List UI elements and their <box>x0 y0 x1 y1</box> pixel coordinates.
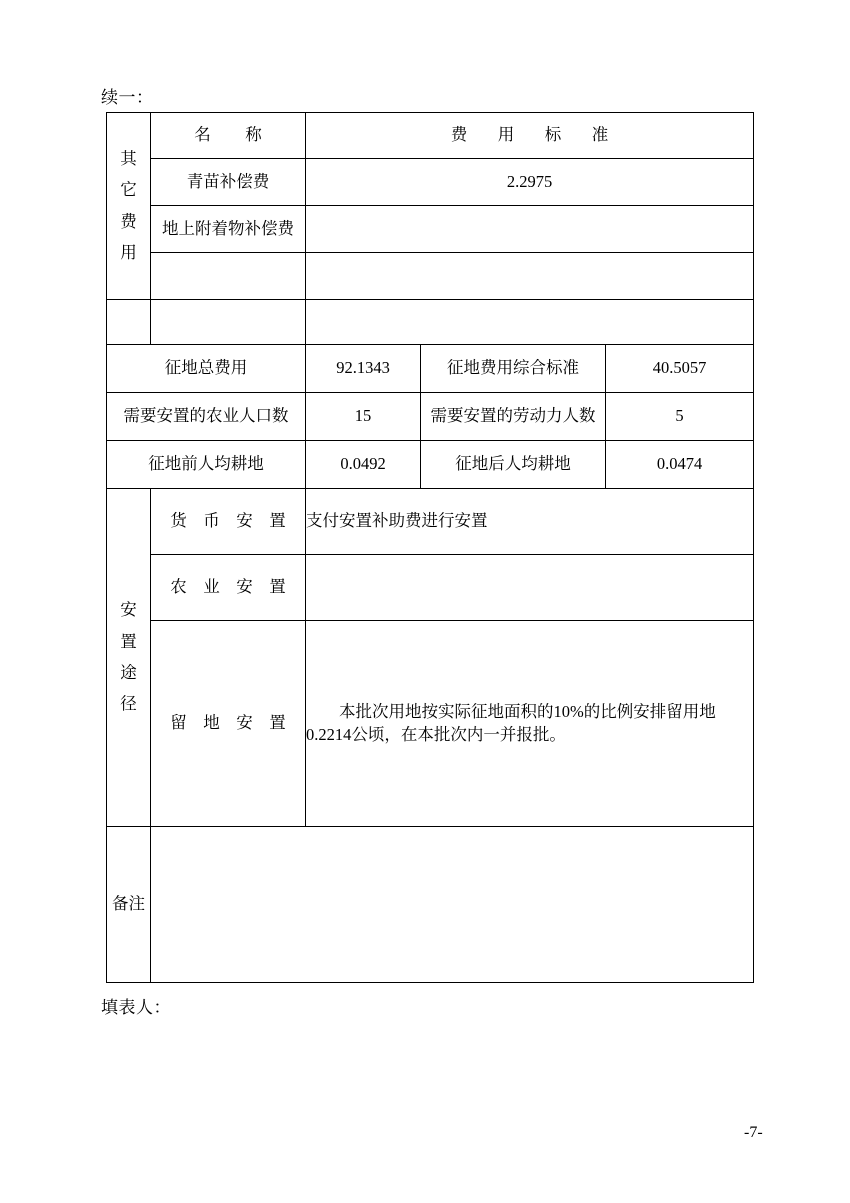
content-agricultural-resettlement[interactable] <box>306 555 754 621</box>
side-label-char: 途 <box>120 663 137 682</box>
label-total-land-cost: 征地总费用 <box>107 345 306 393</box>
continuation-label: 续一： <box>101 88 154 107</box>
side-label-char: 径 <box>120 694 137 714</box>
fee-name-cell: 地上附着物补偿费 <box>151 206 306 253</box>
value-comprehensive-standard[interactable]: 40.5057 <box>606 345 754 393</box>
value-agricultural-population[interactable]: 15 <box>306 393 421 441</box>
side-label-char: 置 <box>120 631 137 651</box>
side-label-char: 安 <box>120 600 137 620</box>
label-arable-before: 征地前人均耕地 <box>107 441 306 489</box>
table-row-land-reserved-resettlement <box>107 621 754 827</box>
value-arable-after[interactable]: 0.0474 <box>606 441 754 489</box>
content-remarks[interactable] <box>151 827 754 983</box>
side-label-char: 它 <box>120 180 137 200</box>
content-land-reserved-resettlement[interactable]: 本批次用地按实际征地面积的10%的比例安排留用地0.2214公顷，在本批次内一并报批。 <box>306 621 754 827</box>
table-row-monetary-resettlement <box>107 489 754 555</box>
column-header-name <box>151 113 306 159</box>
table-row <box>107 300 754 345</box>
table-row-population <box>107 393 754 441</box>
column-header-fee-standard-text: 费 用 标 准 <box>450 125 616 145</box>
land-acquisition-table <box>106 112 754 983</box>
table-row-agricultural-resettlement <box>107 555 754 621</box>
fee-standard-cell[interactable] <box>306 206 754 253</box>
value-total-land-cost[interactable]: 92.1343 <box>306 345 421 393</box>
column-header-name-text: 名 称 <box>194 125 271 145</box>
table-row-remarks <box>107 827 754 983</box>
label-agricultural-resettlement <box>151 555 306 621</box>
table-row <box>107 206 754 253</box>
table-row <box>107 253 754 300</box>
table-row-total-cost <box>107 345 754 393</box>
fee-name-cell-empty[interactable] <box>151 253 306 300</box>
label-land-reserved-resettlement-text: 留 地 安 置 <box>170 713 286 733</box>
label-agricultural-population: 需要安置的农业人口数 <box>107 393 306 441</box>
table-row-other-fees-header <box>107 113 754 159</box>
fee-name-cell: 青苗补偿费 <box>151 159 306 206</box>
label-monetary-resettlement <box>151 489 306 555</box>
label-remarks-text: 备注 <box>112 894 145 914</box>
fee-standard-cell-empty[interactable] <box>306 253 754 300</box>
label-labor-force: 需要安置的劳动力人数 <box>421 393 606 441</box>
table-row-arable-per-capita <box>107 441 754 489</box>
label-remarks <box>107 827 151 983</box>
side-label-char: 费 <box>120 211 137 231</box>
label-monetary-resettlement-text: 货 币 安 置 <box>170 511 286 531</box>
column-header-fee-standard <box>306 113 754 159</box>
side-label-resettlement <box>107 489 151 827</box>
content-monetary-resettlement[interactable]: 支付安置补助费进行安置 <box>306 489 754 555</box>
table-row <box>107 159 754 206</box>
fee-name-cell-empty[interactable] <box>151 300 306 345</box>
label-agricultural-resettlement-text: 农 业 安 置 <box>170 577 286 597</box>
side-label-other-fees-tail <box>107 300 151 345</box>
fee-standard-cell[interactable]: 2.2975 <box>306 159 754 206</box>
fee-standard-cell-empty[interactable] <box>306 300 754 345</box>
preparer-label: 填表人： <box>101 998 171 1017</box>
side-label-char: 其 <box>120 148 137 168</box>
value-labor-force[interactable]: 5 <box>606 393 754 441</box>
label-land-reserved-resettlement <box>151 621 306 827</box>
label-comprehensive-standard: 征地费用综合标准 <box>421 345 606 393</box>
side-label-char: 用 <box>120 242 137 262</box>
side-label-other-fees <box>107 113 151 300</box>
label-arable-after: 征地后人均耕地 <box>421 441 606 489</box>
page-number: -7- <box>744 1124 763 1141</box>
value-arable-before[interactable]: 0.0492 <box>306 441 421 489</box>
